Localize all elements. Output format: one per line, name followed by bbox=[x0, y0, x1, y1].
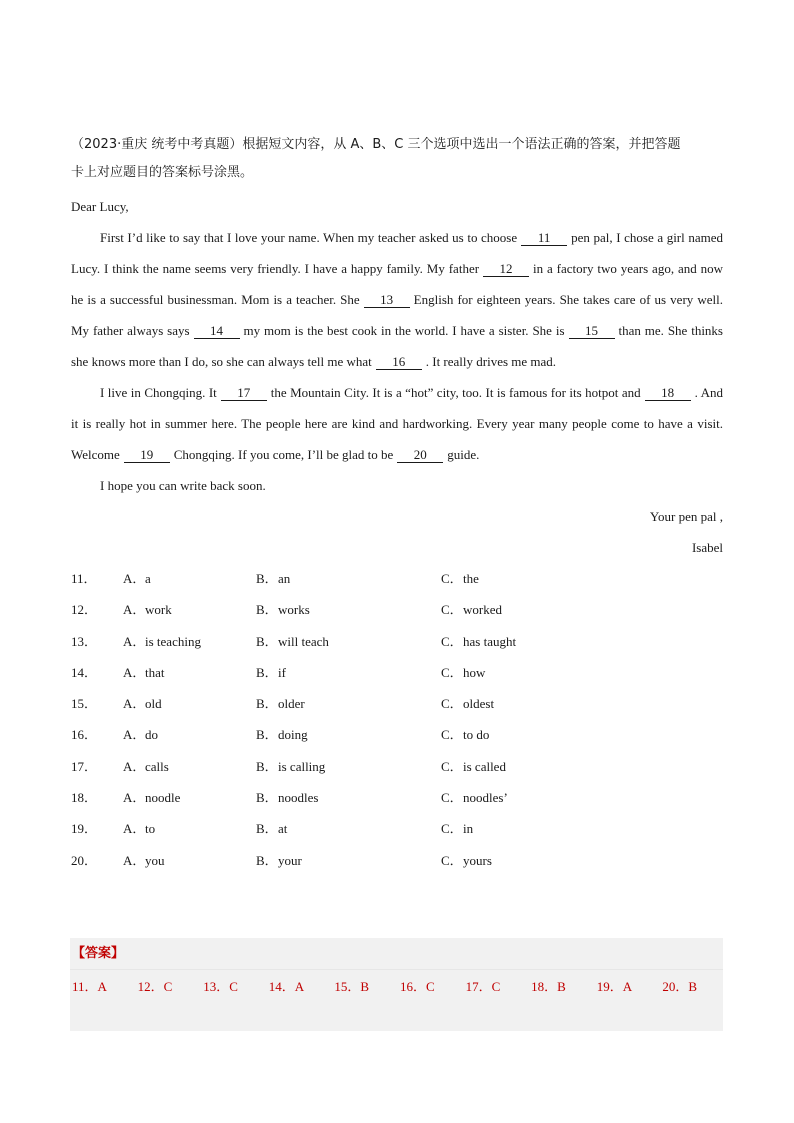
paragraph-text: I live in Chongqing. It bbox=[100, 385, 217, 400]
question-row bbox=[71, 845, 723, 876]
answer-list bbox=[72, 976, 728, 995]
instructions-line-1: （2023·重庆 统考中考真题）根据短文内容，从 A、B、C 三个选项中选出一个语法正确的答案，并把答题 bbox=[71, 137, 681, 152]
question-number: 17． bbox=[71, 758, 98, 774]
option-letter: A． bbox=[123, 633, 146, 649]
paragraph-text: English for eighteen years. She takes care of us very well. My father always says bbox=[71, 292, 723, 338]
option-text: to do bbox=[463, 727, 490, 743]
option-letter: B． bbox=[256, 696, 278, 712]
option-text: an bbox=[278, 571, 291, 586]
option-b bbox=[256, 845, 441, 876]
answer-item: 15．B bbox=[334, 979, 370, 994]
question-number: 18． bbox=[71, 790, 98, 806]
instructions-line-2: 卡上对应题目的答案标号涂黑。 bbox=[71, 165, 254, 180]
question-row bbox=[71, 751, 723, 782]
question-options bbox=[71, 563, 723, 876]
option-text: will teach bbox=[278, 633, 329, 649]
option-c bbox=[441, 594, 502, 625]
option-letter: A． bbox=[123, 571, 146, 586]
paragraph-text: First I’d like to say that I love your name. When my teacher asked us to choose bbox=[100, 230, 518, 245]
option-text: your bbox=[278, 852, 302, 868]
option-text: doing bbox=[278, 727, 308, 743]
option-c bbox=[441, 563, 479, 594]
answer-item: 14．A bbox=[268, 979, 305, 994]
letter-paragraph-2 bbox=[71, 377, 723, 470]
option-letter: B． bbox=[256, 758, 278, 774]
letter-signature: Isabel bbox=[691, 540, 723, 555]
option-letter: A． bbox=[123, 758, 146, 774]
option-b bbox=[256, 719, 441, 750]
blank-11: 11 bbox=[521, 231, 567, 246]
answer-item: 20．B bbox=[662, 979, 698, 994]
option-letter: B． bbox=[256, 790, 278, 806]
option-text: to bbox=[145, 821, 156, 837]
option-text: noodles’ bbox=[463, 790, 508, 806]
option-a bbox=[123, 845, 256, 876]
option-text: old bbox=[145, 696, 162, 712]
option-letter: C． bbox=[441, 790, 463, 806]
blank-17: 17 bbox=[221, 386, 267, 401]
option-text: calls bbox=[145, 758, 169, 774]
option-letter: A． bbox=[123, 821, 146, 837]
paragraph-text: . It really drives me mad. bbox=[425, 354, 557, 369]
question-row bbox=[71, 657, 723, 688]
blank-19: 19 bbox=[124, 448, 170, 463]
option-text: yours bbox=[463, 852, 492, 868]
option-letter: B． bbox=[256, 727, 278, 743]
paragraph-text: pen pal, I chose a girl named Lucy. I think the name seems very friendly. I have a happy family. My father bbox=[71, 230, 723, 276]
answer-item: 13．C bbox=[203, 979, 238, 994]
option-text: is teaching bbox=[145, 633, 201, 649]
option-letter: B． bbox=[256, 633, 278, 649]
option-a bbox=[123, 813, 256, 844]
instructions bbox=[71, 131, 723, 187]
answer-title: 【答案】 bbox=[72, 946, 125, 961]
option-text: how bbox=[463, 664, 486, 680]
option-text: noodle bbox=[145, 790, 181, 806]
blank-18: 18 bbox=[645, 386, 691, 401]
option-b bbox=[256, 813, 441, 844]
answer-item: 18．B bbox=[531, 979, 566, 994]
paragraph-text: guide. bbox=[447, 447, 480, 462]
letter-paragraph-3: I hope you can write back soon. bbox=[100, 478, 266, 493]
blank-12: 12 bbox=[483, 262, 529, 277]
question-number: 16． bbox=[71, 727, 98, 743]
option-c bbox=[441, 626, 516, 657]
option-letter: B． bbox=[256, 571, 278, 586]
option-letter: C． bbox=[441, 852, 463, 868]
option-c bbox=[441, 657, 485, 688]
option-a bbox=[123, 563, 256, 594]
letter-closing: Your pen pal , bbox=[649, 509, 723, 524]
question-row bbox=[71, 782, 723, 813]
option-b bbox=[256, 657, 441, 688]
paragraph-text: the Mountain City. It is a “hot” city, too. It is famous for its hotpot and bbox=[270, 385, 641, 400]
option-text: noodles bbox=[278, 790, 319, 806]
option-letter: A． bbox=[123, 790, 146, 806]
paragraph-text: Chongqing. If you come, I’ll be glad to be bbox=[173, 447, 394, 462]
option-c bbox=[441, 751, 506, 782]
option-a bbox=[123, 688, 256, 719]
option-letter: C． bbox=[441, 758, 463, 774]
option-a bbox=[123, 782, 256, 813]
paragraph-text: in a factory two years ago, and now he is a successful businessman. Mom is a teacher. She bbox=[71, 261, 723, 307]
option-c bbox=[441, 782, 508, 813]
option-text: work bbox=[145, 602, 172, 618]
document-page bbox=[71, 131, 723, 876]
option-b bbox=[256, 563, 441, 594]
option-text: if bbox=[278, 664, 286, 680]
option-letter: A． bbox=[123, 664, 146, 680]
option-text: the bbox=[463, 571, 479, 586]
answer-box bbox=[70, 938, 723, 1031]
question-row bbox=[71, 688, 723, 719]
blank-14: 14 bbox=[194, 324, 240, 339]
option-a bbox=[123, 657, 256, 688]
option-a bbox=[123, 594, 256, 625]
option-letter: C． bbox=[441, 633, 463, 649]
question-number: 12． bbox=[71, 602, 98, 618]
paragraph-text: . And it is really hot in summer here. The people here are kind and hardworking. Every year many people come to have a visit. Welcome bbox=[71, 385, 723, 462]
blank-16: 16 bbox=[376, 355, 422, 370]
answer-item: 16．C bbox=[399, 979, 435, 994]
option-a bbox=[123, 751, 256, 782]
option-c bbox=[441, 813, 473, 844]
option-c bbox=[441, 719, 489, 750]
option-text: is calling bbox=[278, 758, 326, 774]
paragraph-text: my mom is the best cook in the world. I have a sister. She is bbox=[243, 323, 565, 338]
option-text: that bbox=[145, 664, 165, 680]
answer-item: 19．A bbox=[596, 979, 633, 994]
letter-salutation: Dear Lucy, bbox=[71, 199, 129, 214]
question-number: 11． bbox=[71, 571, 97, 586]
option-text: is called bbox=[463, 758, 506, 774]
question-number: 14． bbox=[71, 664, 98, 680]
option-letter: C． bbox=[441, 821, 463, 837]
blank-20: 20 bbox=[397, 448, 443, 463]
option-letter: C． bbox=[441, 571, 463, 586]
option-b bbox=[256, 688, 441, 719]
question-number: 19． bbox=[71, 821, 98, 837]
option-letter: A． bbox=[123, 696, 146, 712]
option-text: do bbox=[145, 727, 158, 743]
option-letter: A． bbox=[123, 727, 146, 743]
answer-item: 12．C bbox=[137, 979, 173, 994]
question-row bbox=[71, 719, 723, 750]
question-row bbox=[71, 813, 723, 844]
option-c bbox=[441, 845, 492, 876]
option-text: works bbox=[278, 602, 310, 618]
letter-paragraph-1 bbox=[71, 222, 723, 377]
question-row bbox=[71, 594, 723, 625]
option-text: worked bbox=[463, 602, 502, 618]
option-a bbox=[123, 719, 256, 750]
blank-15: 15 bbox=[569, 324, 615, 339]
option-text: you bbox=[145, 852, 165, 868]
option-text: in bbox=[463, 821, 474, 837]
option-b bbox=[256, 782, 441, 813]
option-b bbox=[256, 626, 441, 657]
answer-divider bbox=[70, 969, 723, 970]
paragraph-text: than me. She thinks she knows more than I do, so she can always tell me what bbox=[71, 323, 723, 369]
question-row bbox=[71, 563, 723, 594]
question-row bbox=[71, 626, 723, 657]
option-text: a bbox=[145, 571, 151, 586]
option-letter: A． bbox=[123, 602, 146, 618]
option-c bbox=[441, 688, 494, 719]
question-number: 13． bbox=[71, 633, 98, 649]
option-letter: C． bbox=[441, 727, 463, 743]
option-letter: A． bbox=[123, 852, 146, 868]
option-letter: B． bbox=[256, 602, 278, 618]
option-letter: C． bbox=[441, 664, 463, 680]
answer-item: 11．A bbox=[72, 979, 107, 994]
option-text: oldest bbox=[463, 696, 495, 712]
option-b bbox=[256, 751, 441, 782]
option-letter: C． bbox=[441, 602, 463, 618]
option-letter: C． bbox=[441, 696, 463, 712]
option-b bbox=[256, 594, 441, 625]
option-a bbox=[123, 626, 256, 657]
answer-item: 17．C bbox=[465, 979, 501, 994]
option-text: older bbox=[278, 696, 305, 712]
option-text: has taught bbox=[463, 633, 517, 649]
option-letter: B． bbox=[256, 664, 278, 680]
option-letter: B． bbox=[256, 821, 278, 837]
question-number: 15． bbox=[71, 696, 98, 712]
question-number: 20． bbox=[71, 852, 98, 868]
option-letter: B． bbox=[256, 852, 278, 868]
blank-13: 13 bbox=[364, 293, 410, 308]
option-text: at bbox=[278, 821, 288, 837]
